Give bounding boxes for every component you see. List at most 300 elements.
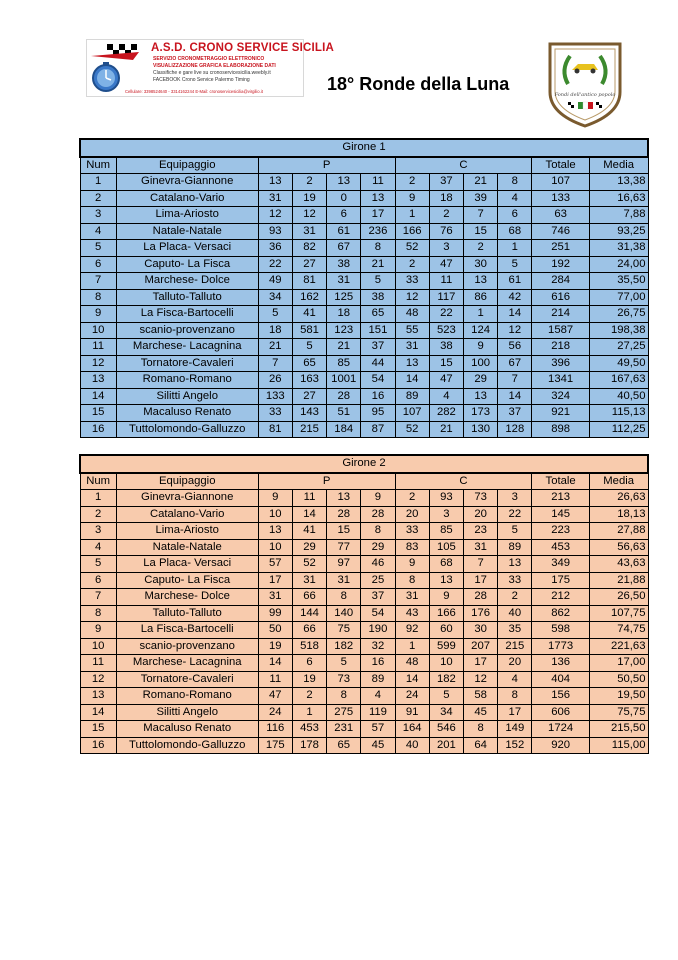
table-row — [80, 704, 648, 721]
row-p-1: 31 — [258, 589, 292, 606]
row-p-3: 28 — [327, 506, 361, 523]
row-c-3: 20 — [464, 506, 498, 523]
row-c-1: 89 — [395, 388, 429, 405]
row-num: 1 — [80, 174, 116, 191]
row-avg: 93,25 — [589, 223, 648, 240]
row-c-4: 149 — [498, 721, 532, 738]
row-p-4: 32 — [361, 638, 395, 655]
row-avg: 49,50 — [589, 355, 648, 372]
table-row — [80, 174, 648, 191]
row-total: 606 — [532, 704, 589, 721]
row-total: 349 — [532, 556, 589, 573]
row-num: 1 — [80, 490, 116, 507]
row-c-4: 4 — [498, 671, 532, 688]
row-c-1: 2 — [395, 256, 429, 273]
row-avg: 19,50 — [589, 688, 648, 705]
row-num: 5 — [80, 556, 116, 573]
row-c-1: 164 — [395, 721, 429, 738]
table-row — [80, 622, 648, 639]
row-c-2: 37 — [429, 174, 463, 191]
row-p-4: 87 — [361, 421, 395, 438]
header-num: Num — [80, 473, 116, 490]
row-p-3: 65 — [327, 737, 361, 754]
row-crew: Tuttolomondo-Galluzzo — [116, 421, 258, 438]
row-c-3: 31 — [464, 539, 498, 556]
row-p-1: 31 — [258, 190, 292, 207]
row-avg: 18,13 — [589, 506, 648, 523]
row-c-3: 207 — [464, 638, 498, 655]
row-p-4: 236 — [361, 223, 395, 240]
row-crew: La Fisca-Bartocelli — [116, 306, 258, 323]
row-c-1: 43 — [395, 605, 429, 622]
row-total: 898 — [532, 421, 589, 438]
girone-1-table — [79, 138, 649, 438]
row-c-4: 4 — [498, 190, 532, 207]
row-crew: scanio-provenzano — [116, 322, 258, 339]
row-c-4: 20 — [498, 655, 532, 672]
row-p-1: 19 — [258, 638, 292, 655]
logo-tagline-2: VISUALIZZAZIONE GRAFICA ELABORAZIONE DATI — [153, 63, 276, 69]
row-num: 4 — [80, 223, 116, 240]
row-avg: 40,50 — [589, 388, 648, 405]
row-c-4: 12 — [498, 322, 532, 339]
row-crew: scanio-provenzano — [116, 638, 258, 655]
row-c-4: 215 — [498, 638, 532, 655]
row-c-3: 86 — [464, 289, 498, 306]
row-num: 9 — [80, 306, 116, 323]
row-total: 1587 — [532, 322, 589, 339]
row-p-4: 65 — [361, 306, 395, 323]
row-num: 15 — [80, 405, 116, 422]
logo-contacts: Cellulare: 3398524640 - 3314162244 E-Mail: cronoservicesicilia@virgilio.it — [125, 89, 263, 94]
row-c-1: 40 — [395, 737, 429, 754]
row-c-1: 20 — [395, 506, 429, 523]
row-p-1: 49 — [258, 273, 292, 290]
row-p-3: 18 — [327, 306, 361, 323]
table-row — [80, 388, 648, 405]
row-p-2: 14 — [292, 506, 326, 523]
row-num: 6 — [80, 572, 116, 589]
row-num: 13 — [80, 372, 116, 389]
row-p-4: 29 — [361, 539, 395, 556]
row-c-1: 12 — [395, 289, 429, 306]
row-c-2: 282 — [429, 405, 463, 422]
row-p-3: 77 — [327, 539, 361, 556]
row-p-2: 81 — [292, 273, 326, 290]
row-total: 136 — [532, 655, 589, 672]
row-c-2: 93 — [429, 490, 463, 507]
table-row — [80, 688, 648, 705]
row-c-1: 107 — [395, 405, 429, 422]
row-avg: 56,63 — [589, 539, 648, 556]
row-c-4: 22 — [498, 506, 532, 523]
row-p-2: 41 — [292, 306, 326, 323]
club-shield-logo — [544, 40, 626, 128]
row-total: 921 — [532, 405, 589, 422]
row-num: 8 — [80, 605, 116, 622]
row-c-3: 7 — [464, 556, 498, 573]
row-total: 598 — [532, 622, 589, 639]
row-crew: Romano-Romano — [116, 688, 258, 705]
row-c-4: 152 — [498, 737, 532, 754]
page-header — [0, 0, 678, 130]
row-p-2: 31 — [292, 223, 326, 240]
header-total: Totale — [532, 473, 589, 490]
row-c-2: 599 — [429, 638, 463, 655]
row-c-1: 48 — [395, 655, 429, 672]
row-c-3: 39 — [464, 190, 498, 207]
row-p-4: 9 — [361, 490, 395, 507]
row-avg: 26,75 — [589, 306, 648, 323]
row-total: 324 — [532, 388, 589, 405]
crono-service-logo — [86, 39, 335, 97]
row-c-3: 130 — [464, 421, 498, 438]
table-row — [80, 655, 648, 672]
row-total: 133 — [532, 190, 589, 207]
row-avg: 27,88 — [589, 523, 648, 540]
row-p-4: 44 — [361, 355, 395, 372]
row-crew: Marchese- Dolce — [116, 273, 258, 290]
row-c-4: 8 — [498, 688, 532, 705]
row-c-2: 38 — [429, 339, 463, 356]
row-total: 107 — [532, 174, 589, 191]
table-row — [80, 372, 648, 389]
row-crew: Natale-Natale — [116, 223, 258, 240]
row-p-4: 28 — [361, 506, 395, 523]
logo-tagline-4: FACEBOOK Crono Service Palermo Timing — [153, 77, 250, 83]
row-avg: 115,00 — [589, 737, 648, 754]
row-c-4: 1 — [498, 240, 532, 257]
row-num: 10 — [80, 322, 116, 339]
girone-2-table — [79, 454, 649, 754]
row-total: 396 — [532, 355, 589, 372]
row-p-3: 140 — [327, 605, 361, 622]
row-c-2: 85 — [429, 523, 463, 540]
stopwatch-checkered-flag-icon — [89, 42, 149, 96]
row-c-1: 52 — [395, 421, 429, 438]
row-c-2: 76 — [429, 223, 463, 240]
table-row — [80, 405, 648, 422]
row-p-2: 66 — [292, 622, 326, 639]
row-p-3: 8 — [327, 688, 361, 705]
row-p-1: 10 — [258, 506, 292, 523]
row-avg: 17,00 — [589, 655, 648, 672]
row-c-1: 24 — [395, 688, 429, 705]
row-p-1: 13 — [258, 523, 292, 540]
row-c-1: 1 — [395, 207, 429, 224]
row-c-3: 30 — [464, 256, 498, 273]
row-total: 1724 — [532, 721, 589, 738]
row-num: 3 — [80, 207, 116, 224]
row-c-4: 6 — [498, 207, 532, 224]
row-p-2: 19 — [292, 190, 326, 207]
row-crew: Ginevra-Giannone — [116, 490, 258, 507]
row-avg: 7,88 — [589, 207, 648, 224]
row-avg: 112,25 — [589, 421, 648, 438]
table-row — [80, 506, 648, 523]
row-c-3: 8 — [464, 721, 498, 738]
row-num: 7 — [80, 589, 116, 606]
row-total: 175 — [532, 572, 589, 589]
row-p-1: 26 — [258, 372, 292, 389]
row-num: 9 — [80, 622, 116, 639]
row-c-1: 48 — [395, 306, 429, 323]
row-p-3: 123 — [327, 322, 361, 339]
row-p-3: 73 — [327, 671, 361, 688]
row-p-3: 31 — [327, 572, 361, 589]
row-c-2: 13 — [429, 572, 463, 589]
row-p-2: 31 — [292, 572, 326, 589]
row-c-4: 56 — [498, 339, 532, 356]
row-p-1: 21 — [258, 339, 292, 356]
row-p-3: 38 — [327, 256, 361, 273]
row-c-2: 21 — [429, 421, 463, 438]
row-avg: 31,38 — [589, 240, 648, 257]
table-row — [80, 240, 648, 257]
table-row — [80, 190, 648, 207]
row-c-1: 1 — [395, 638, 429, 655]
row-p-4: 46 — [361, 556, 395, 573]
row-c-4: 5 — [498, 523, 532, 540]
row-num: 8 — [80, 289, 116, 306]
row-c-2: 182 — [429, 671, 463, 688]
row-p-3: 15 — [327, 523, 361, 540]
row-c-4: 3 — [498, 490, 532, 507]
row-p-3: 13 — [327, 490, 361, 507]
row-crew: Caputo- La Fisca — [116, 572, 258, 589]
row-c-4: 68 — [498, 223, 532, 240]
row-p-4: 25 — [361, 572, 395, 589]
row-c-1: 2 — [395, 490, 429, 507]
row-total: 284 — [532, 273, 589, 290]
row-p-1: 18 — [258, 322, 292, 339]
row-num: 15 — [80, 721, 116, 738]
row-p-2: 82 — [292, 240, 326, 257]
row-crew: Macaluso Renato — [116, 405, 258, 422]
row-num: 6 — [80, 256, 116, 273]
row-c-3: 9 — [464, 339, 498, 356]
row-avg: 74,75 — [589, 622, 648, 639]
row-p-2: 162 — [292, 289, 326, 306]
row-c-1: 2 — [395, 174, 429, 191]
table-title: Girone 1 — [80, 139, 648, 157]
row-c-2: 3 — [429, 506, 463, 523]
row-total: 145 — [532, 506, 589, 523]
row-p-2: 144 — [292, 605, 326, 622]
row-c-4: 61 — [498, 273, 532, 290]
row-p-3: 67 — [327, 240, 361, 257]
row-c-2: 2 — [429, 207, 463, 224]
row-p-4: 37 — [361, 589, 395, 606]
row-p-3: 51 — [327, 405, 361, 422]
row-c-3: 28 — [464, 589, 498, 606]
row-p-4: 4 — [361, 688, 395, 705]
row-p-4: 17 — [361, 207, 395, 224]
row-c-2: 68 — [429, 556, 463, 573]
row-c-2: 4 — [429, 388, 463, 405]
row-c-3: 17 — [464, 572, 498, 589]
row-avg: 26,50 — [589, 589, 648, 606]
header-avg: Media — [589, 157, 648, 174]
row-crew: Silitti Angelo — [116, 704, 258, 721]
row-total: 214 — [532, 306, 589, 323]
row-avg: 26,63 — [589, 490, 648, 507]
header-num: Num — [80, 157, 116, 174]
row-c-3: 21 — [464, 174, 498, 191]
row-total: 920 — [532, 737, 589, 754]
row-num: 14 — [80, 388, 116, 405]
row-c-2: 47 — [429, 256, 463, 273]
row-c-2: 201 — [429, 737, 463, 754]
table-row — [80, 355, 648, 372]
row-p-4: 45 — [361, 737, 395, 754]
row-p-1: 34 — [258, 289, 292, 306]
row-c-3: 15 — [464, 223, 498, 240]
header-p: P — [258, 473, 395, 490]
row-total: 223 — [532, 523, 589, 540]
row-c-2: 47 — [429, 372, 463, 389]
row-p-3: 97 — [327, 556, 361, 573]
header-avg: Media — [589, 473, 648, 490]
row-c-1: 13 — [395, 355, 429, 372]
row-p-2: 581 — [292, 322, 326, 339]
row-p-4: 8 — [361, 240, 395, 257]
row-p-2: 66 — [292, 589, 326, 606]
row-total: 213 — [532, 490, 589, 507]
row-c-1: 9 — [395, 556, 429, 573]
row-p-1: 17 — [258, 572, 292, 589]
row-avg: 13,38 — [589, 174, 648, 191]
row-c-4: 14 — [498, 306, 532, 323]
row-p-2: 143 — [292, 405, 326, 422]
row-p-2: 163 — [292, 372, 326, 389]
row-p-1: 7 — [258, 355, 292, 372]
row-p-4: 11 — [361, 174, 395, 191]
row-c-4: 33 — [498, 572, 532, 589]
row-p-3: 184 — [327, 421, 361, 438]
row-c-3: 17 — [464, 655, 498, 672]
row-c-3: 73 — [464, 490, 498, 507]
row-c-1: 33 — [395, 273, 429, 290]
row-total: 1341 — [532, 372, 589, 389]
row-c-1: 52 — [395, 240, 429, 257]
table-row — [80, 589, 648, 606]
row-c-1: 9 — [395, 190, 429, 207]
row-p-2: 12 — [292, 207, 326, 224]
row-p-3: 75 — [327, 622, 361, 639]
row-p-4: 89 — [361, 671, 395, 688]
row-p-4: 16 — [361, 388, 395, 405]
row-avg: 115,13 — [589, 405, 648, 422]
row-avg: 75,75 — [589, 704, 648, 721]
row-c-2: 10 — [429, 655, 463, 672]
row-p-2: 27 — [292, 256, 326, 273]
row-c-1: 14 — [395, 671, 429, 688]
table-row — [80, 523, 648, 540]
table-row — [80, 207, 648, 224]
row-p-1: 133 — [258, 388, 292, 405]
row-num: 10 — [80, 638, 116, 655]
row-p-4: 21 — [361, 256, 395, 273]
row-p-2: 19 — [292, 671, 326, 688]
row-c-4: 7 — [498, 372, 532, 389]
row-p-4: 37 — [361, 339, 395, 356]
table-row — [80, 322, 648, 339]
row-crew: La Placa- Versaci — [116, 556, 258, 573]
row-p-3: 231 — [327, 721, 361, 738]
row-p-1: 13 — [258, 174, 292, 191]
row-p-3: 8 — [327, 589, 361, 606]
row-c-3: 7 — [464, 207, 498, 224]
row-c-2: 105 — [429, 539, 463, 556]
row-p-1: 116 — [258, 721, 292, 738]
row-num: 2 — [80, 190, 116, 207]
row-p-1: 9 — [258, 490, 292, 507]
row-p-2: 2 — [292, 174, 326, 191]
row-total: 453 — [532, 539, 589, 556]
row-crew: Natale-Natale — [116, 539, 258, 556]
row-c-3: 30 — [464, 622, 498, 639]
row-c-4: 14 — [498, 388, 532, 405]
row-total: 1773 — [532, 638, 589, 655]
row-num: 16 — [80, 421, 116, 438]
row-avg: 77,00 — [589, 289, 648, 306]
row-p-2: 2 — [292, 688, 326, 705]
row-c-4: 37 — [498, 405, 532, 422]
row-c-3: 45 — [464, 704, 498, 721]
row-p-4: 38 — [361, 289, 395, 306]
shield-caption: Fondi dell'antico popolo — [554, 92, 616, 98]
row-crew: Lima-Ariosto — [116, 523, 258, 540]
row-c-3: 173 — [464, 405, 498, 422]
row-p-3: 28 — [327, 388, 361, 405]
row-c-1: 166 — [395, 223, 429, 240]
row-crew: Romano-Romano — [116, 372, 258, 389]
row-p-2: 215 — [292, 421, 326, 438]
row-avg: 198,38 — [589, 322, 648, 339]
row-p-1: 81 — [258, 421, 292, 438]
row-p-1: 12 — [258, 207, 292, 224]
logo-tagline-1: SERVIZIO CRONOMETRAGGIO ELETTRONICO — [153, 56, 265, 62]
row-p-2: 65 — [292, 355, 326, 372]
row-p-1: 24 — [258, 704, 292, 721]
row-num: 7 — [80, 273, 116, 290]
row-crew: Macaluso Renato — [116, 721, 258, 738]
row-p-3: 0 — [327, 190, 361, 207]
row-p-2: 178 — [292, 737, 326, 754]
row-p-2: 1 — [292, 704, 326, 721]
row-p-1: 33 — [258, 405, 292, 422]
row-avg: 24,00 — [589, 256, 648, 273]
table-row — [80, 273, 648, 290]
row-p-1: 93 — [258, 223, 292, 240]
row-c-4: 40 — [498, 605, 532, 622]
row-p-2: 453 — [292, 721, 326, 738]
table-row — [80, 671, 648, 688]
row-crew: Catalano-Vario — [116, 506, 258, 523]
row-p-4: 95 — [361, 405, 395, 422]
row-c-4: 89 — [498, 539, 532, 556]
row-p-2: 52 — [292, 556, 326, 573]
row-crew: Talluto-Talluto — [116, 289, 258, 306]
row-num: 14 — [80, 704, 116, 721]
table-row — [80, 339, 648, 356]
row-total: 746 — [532, 223, 589, 240]
row-num: 12 — [80, 355, 116, 372]
row-c-2: 60 — [429, 622, 463, 639]
row-p-1: 11 — [258, 671, 292, 688]
row-p-3: 1001 — [327, 372, 361, 389]
